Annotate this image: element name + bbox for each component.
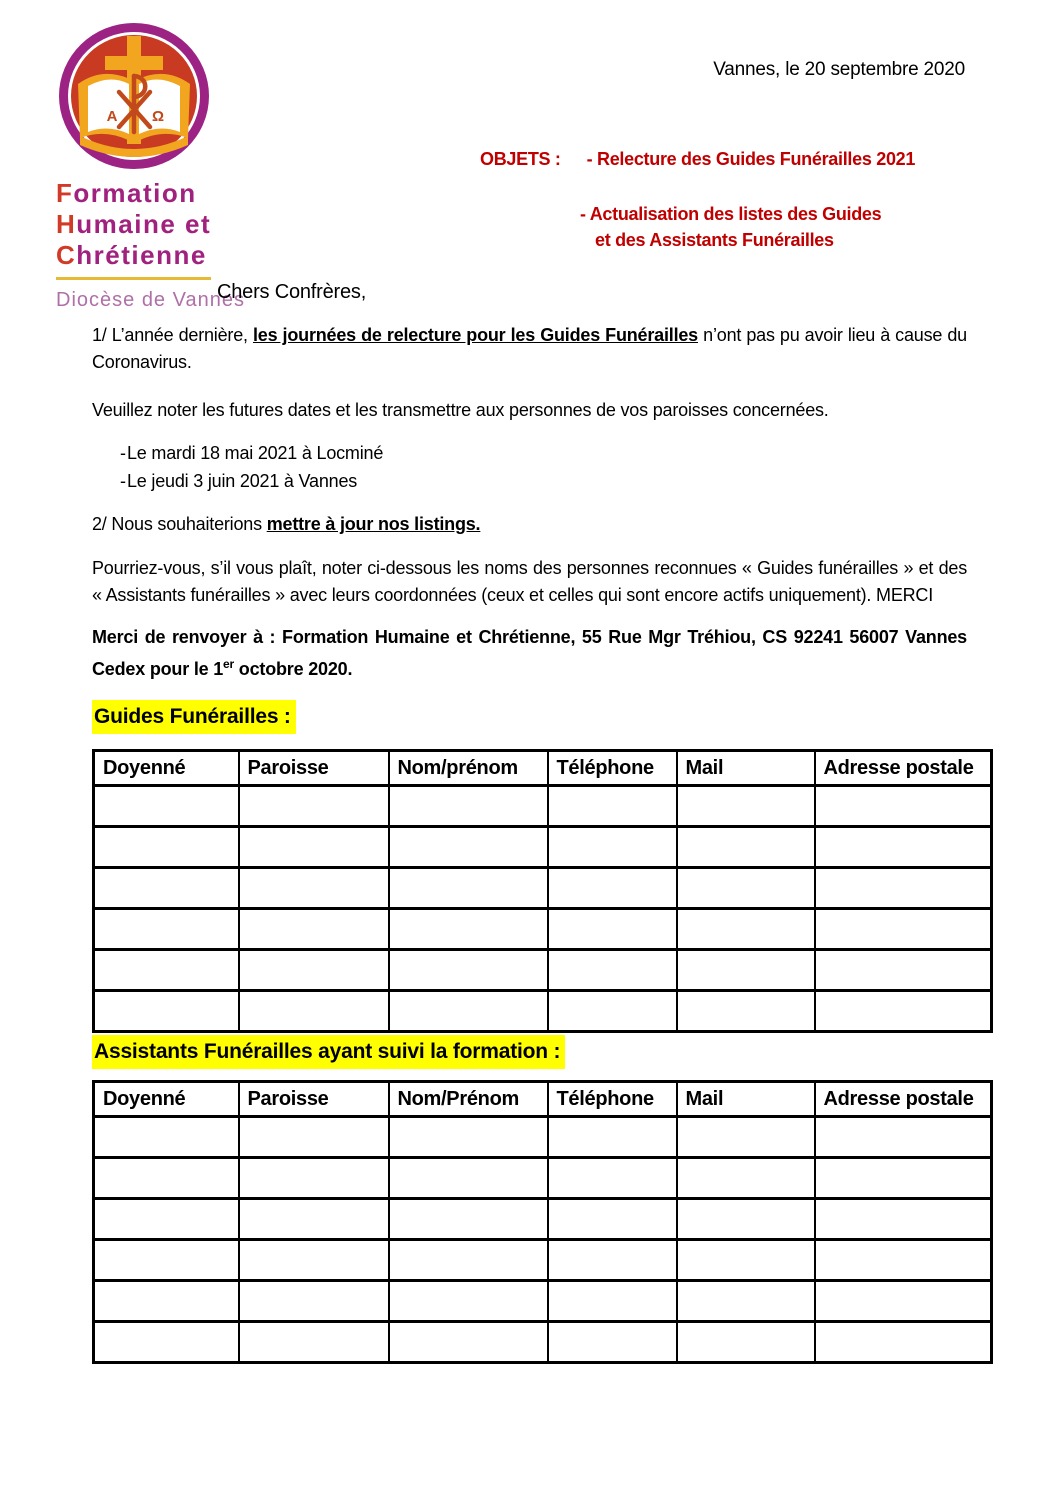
empty-cell — [548, 786, 677, 827]
paragraph-4: Pourriez-vous, s’il vous plaît, noter ci-dessous les noms des personnes reconnues « Guides funérailles » et des « Assistants funérailles » avec leurs coordonnées (ceux et celles qui sont encore actifs uniquement). MERCI — [92, 558, 967, 605]
empty-cell — [389, 1281, 548, 1322]
empty-cell — [389, 909, 548, 950]
logo-line-3 — [56, 240, 245, 271]
empty-cell — [815, 1158, 992, 1199]
dash-bullet: - — [120, 443, 126, 463]
empty-cell — [239, 1322, 389, 1363]
empty-cell — [677, 1199, 815, 1240]
empty-cell — [548, 1240, 677, 1281]
empty-cell — [677, 1281, 815, 1322]
list-item — [92, 467, 990, 495]
column-header-nom-prenom: Nom/prénom — [389, 751, 548, 786]
highlighted-title: Guides Funérailles : — [92, 700, 296, 734]
empty-cell — [239, 786, 389, 827]
paragraph-2: Veuillez noter les futures dates et les transmettre aux personnes de vos paroisses concernées. — [92, 400, 829, 420]
subjects-label: OBJETS : — [480, 149, 561, 169]
empty-cell — [94, 786, 239, 827]
subject-item-2-line-1: - Actualisation des listes des Guides — [580, 204, 882, 224]
table-row — [94, 868, 992, 909]
paragraph-3 — [92, 511, 967, 538]
logo-initial: F — [56, 178, 74, 208]
column-header-doyenne: Doyenné — [94, 1082, 239, 1117]
letter-body — [92, 322, 990, 1364]
subject-item-2-line-2: et des Assistants Funérailles — [595, 230, 834, 250]
empty-cell — [389, 786, 548, 827]
empty-cell — [94, 1240, 239, 1281]
logo-divider — [56, 277, 211, 280]
empty-cell — [94, 827, 239, 868]
empty-cell — [94, 1117, 239, 1158]
empty-cell — [239, 868, 389, 909]
table-row — [94, 1281, 992, 1322]
empty-cell — [389, 1240, 548, 1281]
empty-cell — [239, 1117, 389, 1158]
column-header-nom-prenom: Nom/Prénom — [389, 1082, 548, 1117]
ordinal-superscript: er — [223, 657, 234, 671]
list-item — [92, 439, 990, 467]
salutation: Chers Confrères, — [217, 281, 367, 303]
empty-cell — [239, 827, 389, 868]
list-item-text: Le jeudi 3 juin 2021 à Vannes — [127, 471, 358, 491]
empty-cell — [94, 1281, 239, 1322]
paragraph-1-emphasis: les journées de relecture pour les Guides Funérailles — [252, 325, 698, 345]
empty-cell — [677, 827, 815, 868]
dash-bullet: - — [120, 471, 126, 491]
empty-cell — [548, 950, 677, 991]
paragraph-1-text: 1/ L’année dernière, — [92, 325, 253, 345]
paragraph-5-text: Merci de renvoyer à : Formation Humaine et Chrétienne, 55 Rue Mgr Tréhiou, CS 92241 56007 Vannes Cedex pour le 1 — [92, 627, 967, 679]
empty-cell — [677, 868, 815, 909]
paragraph-5 — [92, 624, 967, 683]
paragraph-5-text: octobre 2020. — [234, 659, 353, 679]
empty-cell — [548, 991, 677, 1032]
column-header-adresse: Adresse postale — [815, 1082, 992, 1117]
empty-cell — [677, 1117, 815, 1158]
column-header-telephone: Téléphone — [548, 1082, 677, 1117]
logo-rest: umaine et — [76, 209, 212, 239]
column-header-adresse: Adresse postale — [815, 751, 992, 786]
table-row — [94, 827, 992, 868]
logo-line-1 — [56, 178, 245, 209]
empty-cell — [815, 991, 992, 1032]
empty-cell — [389, 1199, 548, 1240]
empty-cell — [815, 1117, 992, 1158]
empty-cell — [815, 827, 992, 868]
dates-list — [92, 439, 990, 495]
table-row — [94, 786, 992, 827]
omega-glyph: Ω — [151, 108, 165, 125]
logo-initial: C — [56, 240, 77, 270]
empty-cell — [389, 991, 548, 1032]
empty-cell — [94, 1158, 239, 1199]
table-row — [94, 1158, 992, 1199]
subjects-line-1 — [480, 146, 915, 172]
empty-cell — [94, 1322, 239, 1363]
assistants-table — [92, 1080, 993, 1364]
empty-cell — [548, 868, 677, 909]
empty-cell — [389, 1117, 548, 1158]
column-header-mail: Mail — [677, 1082, 815, 1117]
empty-cell — [548, 827, 677, 868]
empty-cell — [239, 1281, 389, 1322]
empty-cell — [548, 1322, 677, 1363]
table-row — [94, 1117, 992, 1158]
empty-cell — [548, 1199, 677, 1240]
subject-item-1: - Relecture des Guides Funérailles 2021 — [586, 149, 916, 169]
empty-cell — [94, 868, 239, 909]
table-header-row — [94, 751, 992, 786]
list-item-text: Le mardi 18 mai 2021 à Locminé — [127, 443, 384, 463]
empty-cell — [239, 1240, 389, 1281]
empty-cell — [548, 909, 677, 950]
empty-cell — [389, 950, 548, 991]
empty-cell — [239, 991, 389, 1032]
highlighted-title: Assistants Funérailles ayant suivi la formation : — [92, 1035, 565, 1069]
paragraph-3-emphasis: mettre à jour nos listings. — [266, 514, 481, 534]
empty-cell — [815, 1322, 992, 1363]
paragraph-1 — [92, 322, 967, 376]
table-row — [94, 950, 992, 991]
empty-cell — [389, 1158, 548, 1199]
logo-initial: H — [56, 209, 77, 239]
table-row — [94, 1199, 992, 1240]
column-header-doyenne: Doyenné — [94, 751, 239, 786]
section-title-guides — [92, 700, 990, 734]
empty-cell — [815, 909, 992, 950]
paragraph-1-text: n’ont pas pu avoir lieu à cause du Coronavirus. — [92, 325, 967, 372]
alpha-glyph: A — [106, 108, 118, 125]
empty-cell — [94, 1199, 239, 1240]
logo-line-2 — [56, 209, 245, 240]
letter-subjects — [480, 146, 915, 253]
table-row — [94, 1322, 992, 1363]
empty-cell — [815, 950, 992, 991]
guides-table — [92, 749, 993, 1033]
empty-cell — [677, 909, 815, 950]
logo-rest: ormation — [73, 178, 197, 208]
empty-cell — [389, 868, 548, 909]
empty-cell — [815, 1240, 992, 1281]
empty-cell — [677, 1240, 815, 1281]
empty-cell — [239, 1158, 389, 1199]
section-title-assistants — [92, 1035, 990, 1069]
empty-cell — [239, 950, 389, 991]
table-row — [94, 1240, 992, 1281]
empty-cell — [389, 1322, 548, 1363]
empty-cell — [815, 1281, 992, 1322]
paragraph-3-text: 2/ Nous souhaiterions — [92, 514, 267, 534]
column-header-paroisse: Paroisse — [239, 751, 389, 786]
empty-cell — [389, 827, 548, 868]
letter-date: Vannes, le 20 septembre 2020 — [713, 59, 965, 80]
table-header-row — [94, 1082, 992, 1117]
empty-cell — [94, 950, 239, 991]
empty-cell — [677, 786, 815, 827]
empty-cell — [815, 786, 992, 827]
empty-cell — [677, 991, 815, 1032]
column-header-paroisse: Paroisse — [239, 1082, 389, 1117]
empty-cell — [815, 868, 992, 909]
empty-cell — [94, 909, 239, 950]
column-header-mail: Mail — [677, 751, 815, 786]
empty-cell — [548, 1158, 677, 1199]
empty-cell — [548, 1281, 677, 1322]
empty-cell — [548, 1117, 677, 1158]
empty-cell — [239, 909, 389, 950]
logo-rest: hrétienne — [76, 240, 207, 270]
empty-cell — [677, 1322, 815, 1363]
column-header-telephone: Téléphone — [548, 751, 677, 786]
table-row — [94, 909, 992, 950]
empty-cell — [94, 991, 239, 1032]
empty-cell — [677, 1158, 815, 1199]
empty-cell — [815, 1199, 992, 1240]
empty-cell — [677, 950, 815, 991]
empty-cell — [239, 1199, 389, 1240]
diocese-logo-icon — [58, 22, 210, 170]
table-row — [94, 991, 992, 1032]
logo-subtitle: Diocèse de Vannes — [56, 289, 245, 311]
